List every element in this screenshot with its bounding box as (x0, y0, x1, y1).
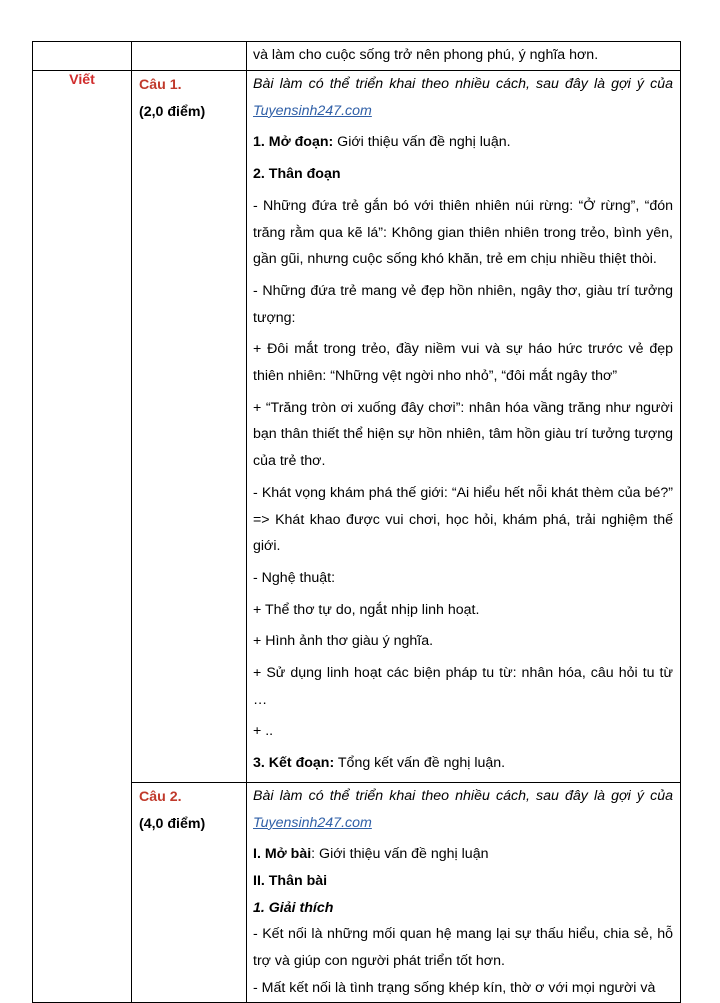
mo-bai-text: : Giới thiệu vấn đề nghị luận (311, 846, 489, 863)
point-item: - Nghệ thuật: (253, 569, 336, 586)
ket-doan-label: 3. Kết đoạn: (253, 755, 335, 772)
point-item: + Sử dụng linh hoạt các biện pháp tu từ: nhân hóa, câu hỏi tu từ … (253, 665, 673, 708)
answer-table (32, 41, 681, 1003)
tuyensinh-link[interactable]: Tuyensinh247.com (253, 814, 372, 831)
point-item: + Thể thơ tự do, ngắt nhịp linh hoạt. (253, 601, 480, 618)
point-item: - Những đứa trẻ gắn bó với thiên nhiên núi rừng: “Ở rừng”, “đón trăng rằm qua kẽ lá”: Không gian thiên nhiên trong trẻo, bình yên, gần gũi, nhưng cuộc sống khó khăn, trẻ em chịu nhiều thiệt thòi. (253, 197, 673, 268)
mo-bai-label: I. Mở bài (253, 846, 312, 863)
content-cell (247, 42, 681, 71)
question-1-cell (132, 71, 247, 783)
intro-paragraph (253, 783, 673, 836)
intro-text: Bài làm có thể triển khai theo nhiều cách, sau đây là gợi ý của (253, 76, 673, 92)
section-cell-empty (33, 42, 132, 71)
content-line: và làm cho cuộc sống trở nên phong phú, ý nghĩa hơn. (253, 47, 599, 63)
question-1-content (247, 71, 681, 783)
point-item: - Kết nối là những mối quan hệ mang lại sự thấu hiểu, chia sẻ, hỗ trợ và giúp con người phát triển tốt hơn. (253, 926, 673, 970)
giai-thich-heading: 1. Giải thích (253, 899, 334, 916)
table-row (33, 42, 681, 71)
question-2-cell (132, 782, 247, 1002)
point-item: - Khát vọng khám phá thế giới: “Ai hiểu hết nỗi khát thèm của bé?” => Khát khao được vui chơi, học hỏi, khám phá, trải nghiệm thế giới. (253, 484, 673, 555)
point-item: + Đôi mắt trong trẻo, đầy niềm vui và sự háo hức trước vẻ đẹp thiên nhiên: “Những vệt ngời nho nhỏ”, “đôi mắt ngây thơ” (253, 341, 673, 385)
table-row (33, 71, 681, 783)
mo-bai (253, 841, 673, 868)
than-bai-heading: II. Thân bài (253, 872, 328, 889)
mo-doan-label: 1. Mở đoạn: (253, 134, 334, 151)
point-item: - Mất kết nối là tình trạng sống khép kín, thờ ơ với mọi người và (253, 979, 656, 996)
question-1-points: (2,0 điểm) (139, 103, 206, 120)
intro-paragraph (253, 71, 673, 124)
than-doan-heading: 2. Thân đoạn (253, 166, 341, 183)
ket-doan-text: Tổng kết vấn đề nghị luận. (334, 755, 506, 772)
question-cell-empty (132, 42, 247, 71)
mo-doan (253, 129, 673, 156)
question-2-content (247, 782, 681, 1002)
mo-doan-text: Giới thiệu vấn đề nghị luận. (333, 134, 511, 151)
question-1-title: Câu 1. (139, 77, 182, 93)
intro-text: Bài làm có thể triển khai theo nhiều cách, sau đây là gợi ý của (253, 787, 673, 804)
question-2-points: (4,0 điểm) (139, 815, 206, 832)
point-item: + “Trăng tròn ơi xuống đây chơi”: nhân hóa vầng trăng như người bạn thân thiết thể hiện sự hồn nhiên, tâm hồn giàu trí tưởng tượng của trẻ thơ. (253, 399, 673, 470)
tuyensinh-link[interactable]: Tuyensinh247.com (253, 102, 372, 119)
point-item: + Hình ảnh thơ giàu ý nghĩa. (253, 633, 434, 650)
point-item: + .. (253, 723, 274, 740)
ket-doan (253, 750, 673, 777)
point-item: - Những đứa trẻ mang vẻ đẹp hồn nhiên, ngây thơ, giàu trí tưởng tượng: (253, 282, 673, 326)
section-label: Viết (33, 71, 132, 1003)
question-2-title: Câu 2. (139, 788, 182, 805)
